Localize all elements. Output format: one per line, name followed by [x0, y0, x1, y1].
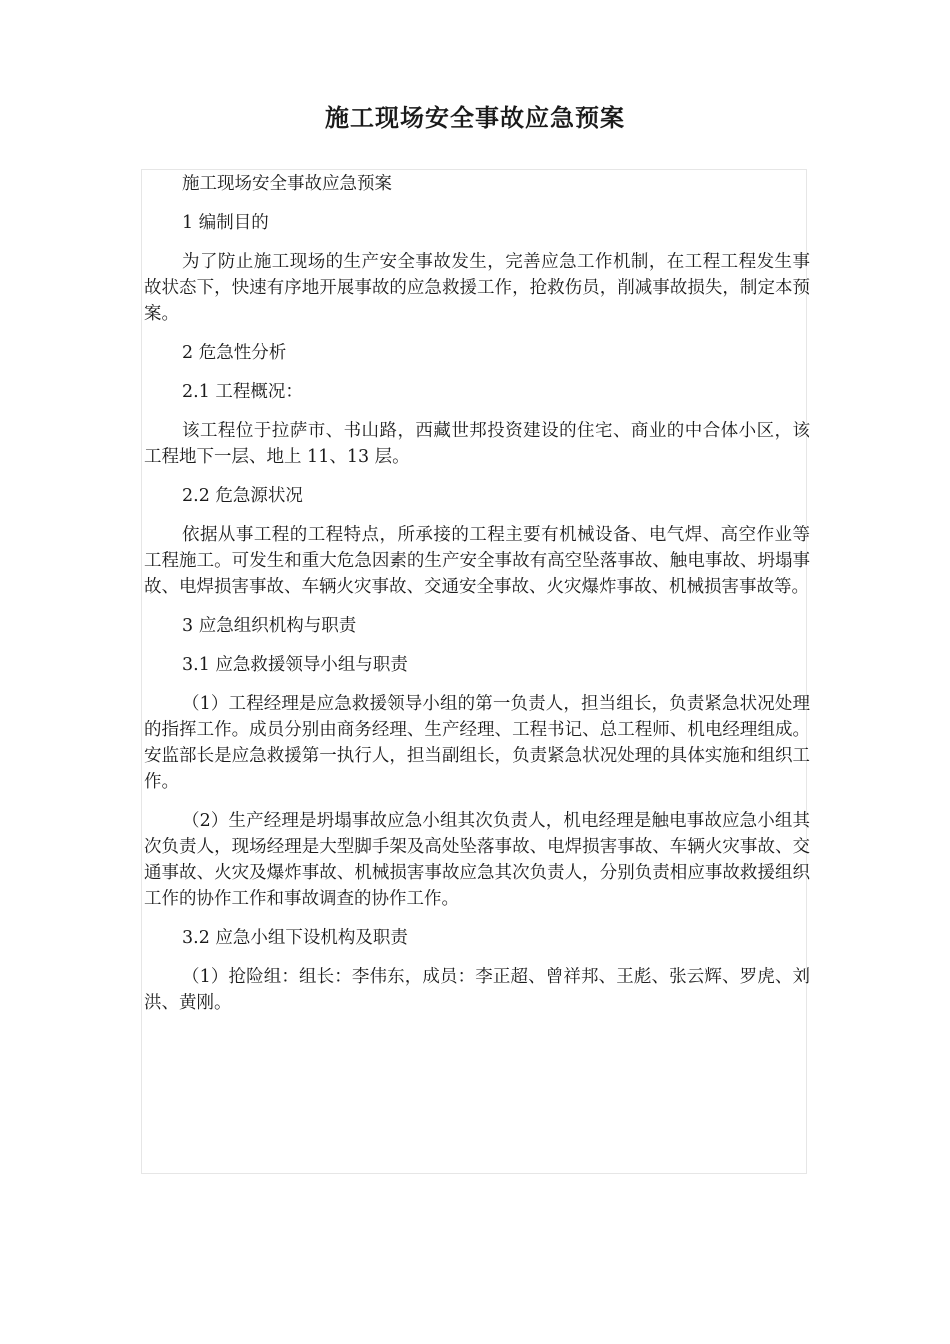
- paragraph-heading-main: 施工现场安全事故应急预案: [182, 174, 392, 194]
- paragraph-section-3-2: 3.2 应急小组下设机构及职责: [182, 928, 408, 948]
- paragraph-project-overview: 该工程位于拉萨市、书山路，西藏世邦投资建设的住宅、商业的中合体小区，该工程地下一层、地上 11、13 层。: [144, 421, 810, 467]
- paragraph-section-2: 2 危急性分析: [182, 343, 287, 363]
- paragraph-leadership-2: （2）生产经理是坍塌事故应急小组其次负责人，机电经理是触电事故应急小组其次负责人，现场经理是大型脚手架及高处坠落事故、电焊损害事故、车辆火灾事故、交通事故、火灾及爆炸事故、机械损害事故应急其次负责人，分别负责相应事故救援组织工作的协作工作和事故调查的协作工作。: [144, 811, 810, 909]
- paragraph-section-3-1: 3.1 应急救援领导小组与职责: [182, 655, 408, 675]
- paragraph-section-2-2: 2.2 危急源状况: [182, 486, 303, 506]
- paragraph-section-1: 1 编制目的: [182, 213, 269, 233]
- paragraph-rescue-team: （1）抢险组：组长：李伟东，成员：李正超、曾祥邦、王彪、张云辉、罗虎、刘洪、黄刚。: [144, 967, 810, 1013]
- paragraph-leadership-1: （1）工程经理是应急救援领导小组的第一负责人，担当组长，负责紧急状况处理的指挥工作。成员分别由商务经理、生产经理、工程书记、总工程师、机电经理组成。安监部长是应急救援第一执行人，担当副组长，负责紧急状况处理的具体实施和组织工作。: [144, 694, 810, 792]
- document-body: [144, 171, 810, 1029]
- document-title: 施工现场安全事故应急预案: [325, 103, 625, 132]
- paragraph-hazard-sources: 依据从事工程的工程特点，所承接的工程主要有机械设备、电气焊、高空作业等工程施工。可发生和重大危急因素的生产安全事故有高空坠落事故、触电事故、坍塌事故、电焊损害事故、车辆火灾事故、交通安全事故、火灾爆炸事故、机械损害事故等。: [144, 525, 810, 597]
- paragraph-section-3: 3 应急组织机构与职责: [182, 616, 357, 636]
- paragraph-section-2-1: 2.1 工程概况：: [182, 382, 303, 402]
- paragraph-purpose: 为了防止施工现场的生产安全事故发生，完善应急工作机制，在工程工程发生事故状态下，快速有序地开展事故的应急救援工作，抢救伤员，削减事故损失，制定本预案。: [144, 252, 810, 324]
